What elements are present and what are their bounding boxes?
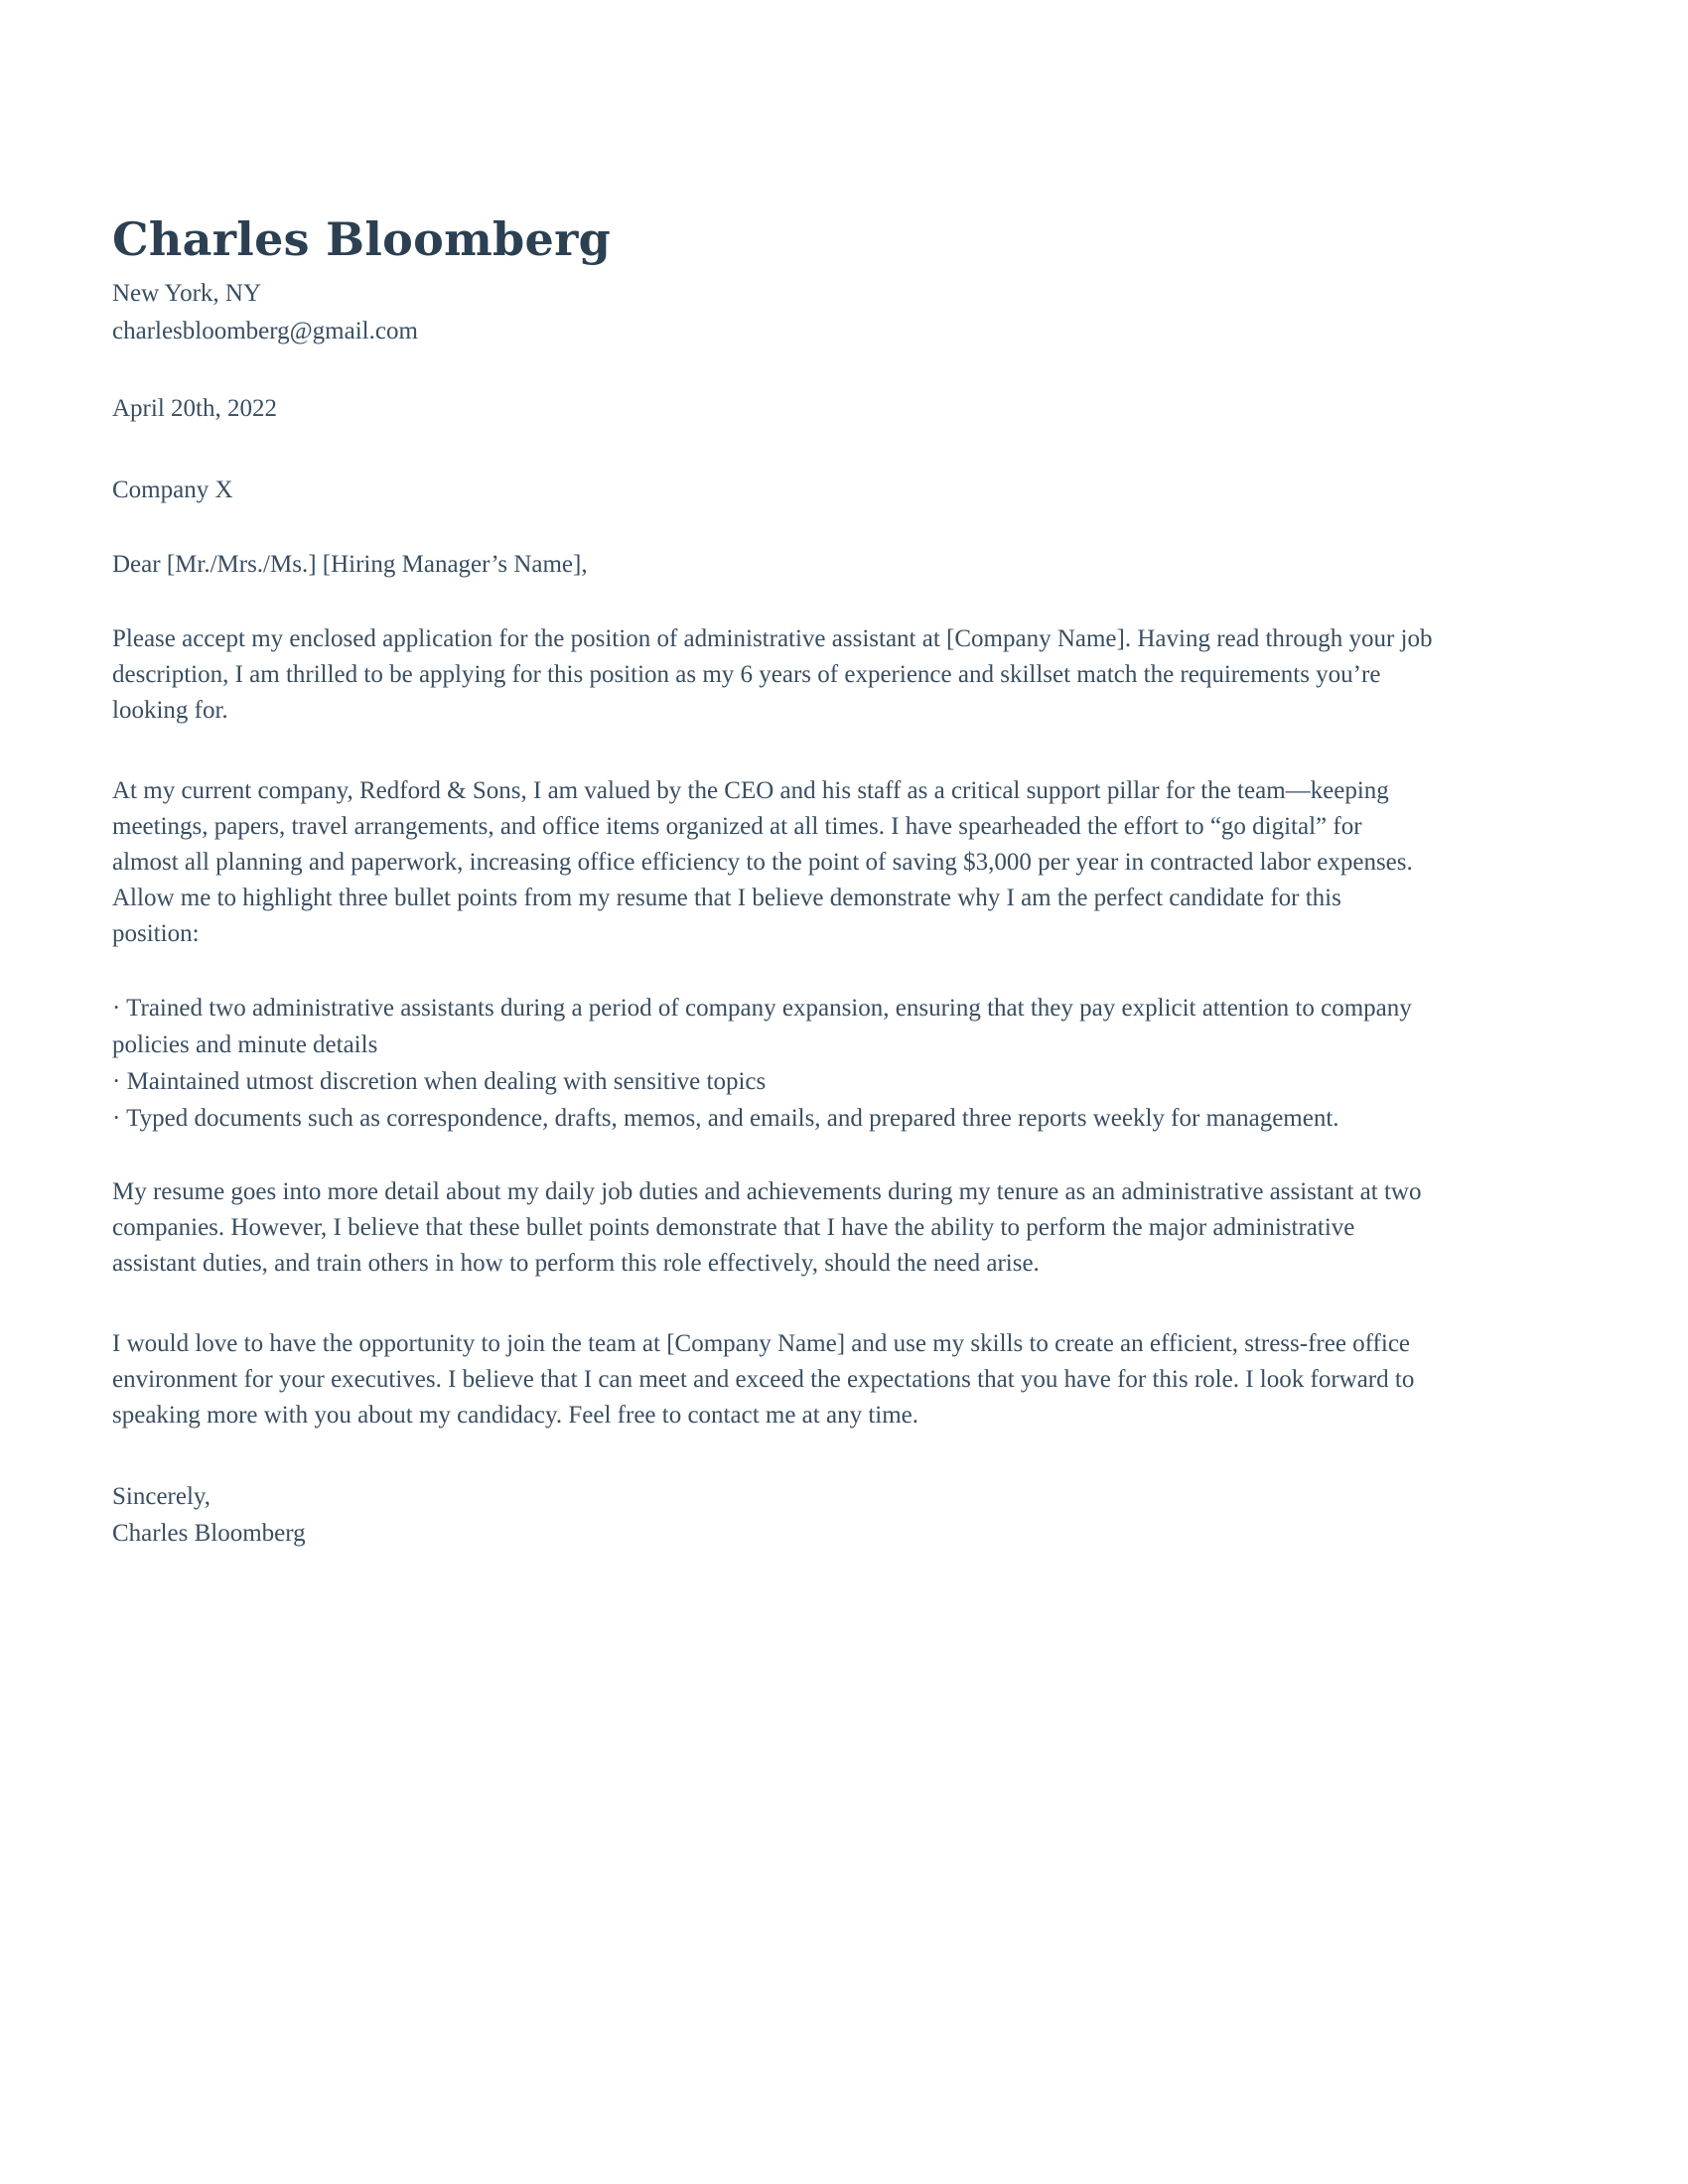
letter-content [112,212,1433,1552]
sender-name: Charles Bloomberg [112,212,612,266]
paragraph-closing-pitch: I would love to have the opportunity to join the team at [Company Name] and use my skills to create an efficient, stress-free office environment for your executives. I believe that I can meet and exceed the expectations that you have for this role. I look forward to speaking more with you about my candidacy. Feel free to contact me at any time. [112,1330,1415,1430]
closing-valediction: Sincerely, [112,1483,211,1511]
paragraph-intro: Please accept my enclosed application for the position of administrative assistant at [Company Name]. Having read through your job description, I am thrilled to be applying for this position as my 6 years of experience and skillset match the requirements you’re looking for. [112,625,1433,725]
sender-email: charlesbloomberg@gmail.com [112,318,418,345]
letter-date: April 20th, 2022 [112,395,277,423]
bullet-list [112,990,1433,1137]
closing-block [112,1478,1433,1552]
bullet-item-trained-assistants: · Trained two administrative assistants during a period of company expansion, ensuring that they pay explicit attention to company policies and minute details [112,995,1412,1059]
bullet-item-discretion: · Maintained utmost discretion when dealing with sensitive topics [112,1068,767,1096]
signature-name: Charles Bloomberg [112,1520,306,1548]
sender-location: New York, NY [112,280,262,308]
bullet-item-typed-documents: · Typed documents such as correspondence, drafts, memos, and emails, and prepared three reports weekly for management. [112,1105,1339,1133]
paragraph-resume-detail: My resume goes into more detail about my daily job duties and achievements during my tenure as an administrative assistant at two companies. However, I believe that these bullet points demonstrate that I have the ability to perform the major administrative assistant duties, and train others in how to perform this role effectively, should the need arise. [112,1178,1422,1278]
salutation: Dear [Mr./Mrs./Ms.] [Hiring Manager’s Name], [112,551,588,579]
paragraph-current-company: At my current company, Redford & Sons, I am valued by the CEO and his staff as a critical support pillar for the team—keeping meetings, papers, travel arrangements, and office items organized at all times. I have spearheaded the effort to “go digital” for almost all planning and paperwork, increasing office efficiency to the point of saving $3,000 per year in contracted labor expenses. Allow me to highlight three bullet points from my resume that I believe demonstrate why I am the perfect candidate for this position: [112,777,1413,948]
recipient-company: Company X [112,477,233,504]
